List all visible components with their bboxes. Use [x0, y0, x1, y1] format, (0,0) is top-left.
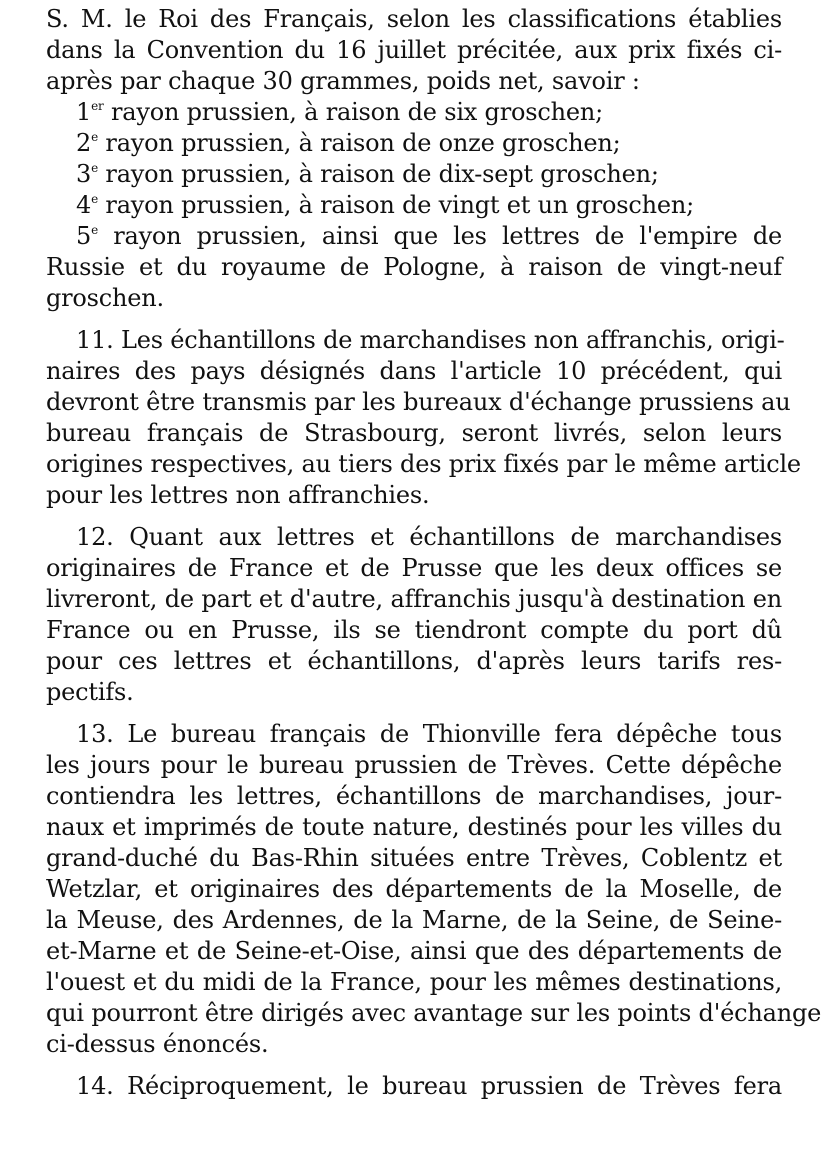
paragraph-gap — [46, 511, 782, 522]
rayon-text: rayon prussien, à raison de six groschen; — [110, 98, 604, 126]
rayon-text: rayon prussien, à raison de dix-sept groschen; — [105, 160, 659, 188]
rayon-item — [46, 128, 782, 159]
rayon-ordinal: e — [91, 223, 98, 237]
text-line: ci-dessus énoncés. — [46, 1030, 269, 1058]
text-line: S. M. le Roi des Français, selon les classifications établies — [46, 5, 782, 33]
text-line: 13. Le bureau français de Thionville fera dépêche tous — [76, 720, 782, 748]
text-line: Russie et du royaume de Pologne, à raison de vingt-neuf — [46, 253, 782, 281]
rayon-ordinal: e — [91, 130, 98, 144]
intro-paragraph — [46, 4, 782, 97]
paragraph-gap — [46, 314, 782, 325]
text-line: France ou en Prusse, ils se tiendront compte du port dû — [46, 616, 782, 644]
document-page — [46, 4, 822, 1102]
rayon-text: rayon prussien, ainsi que les lettres de l'empire de — [113, 222, 782, 250]
article-12 — [46, 522, 782, 708]
text-line: origines respectives, au tiers des prix fixés par le même article — [46, 450, 801, 478]
rayon-number: 5 — [76, 222, 92, 250]
text-line: dans la Convention du 16 juillet précitée, aux prix fixés ci- — [46, 36, 782, 64]
text-line: pour ces lettres et échantillons, d'après leurs tarifs res- — [46, 647, 782, 675]
text-line: devront être transmis par les bureaux d'échange prussiens au — [46, 388, 791, 416]
rayon-ordinal: e — [91, 161, 98, 175]
rayon-ordinal: er — [91, 99, 104, 113]
rayon-text: rayon prussien, à raison de vingt et un groschen; — [105, 191, 695, 219]
text-line: la Meuse, des Ardennes, de la Marne, de la Seine, de Seine- — [46, 906, 782, 934]
text-line: naux et imprimés de toute nature, destinés pour les villes du — [46, 813, 782, 841]
text-line: et-Marne et de Seine-et-Oise, ainsi que des départements de — [46, 937, 782, 965]
text-line: naires des pays désignés dans l'article 10 précédent, qui — [46, 357, 782, 385]
text-line: l'ouest et du midi de la France, pour les mêmes destinations, — [46, 968, 782, 996]
rayon-number: 4 — [76, 191, 92, 219]
text-line: originaires de France et de Prusse que les deux offices se — [46, 554, 782, 582]
text-line: qui pourront être dirigés avec avantage sur les points d'échange — [46, 999, 822, 1027]
text-line: contiendra les lettres, échantillons de marchandises, jour- — [46, 782, 782, 810]
text-line: les jours pour le bureau prussien de Trèves. Cette dépêche — [46, 751, 782, 779]
article-13 — [46, 719, 822, 1060]
rayon-text: rayon prussien, à raison de onze groschen; — [105, 129, 621, 157]
text-line: groschen. — [46, 284, 164, 312]
rayon-number: 3 — [76, 160, 92, 188]
rayon-item — [46, 159, 782, 190]
text-line: pectifs. — [46, 678, 134, 706]
article-11 — [46, 325, 801, 511]
text-line: 14. Réciproquement, le bureau prussien de Trèves fera — [76, 1072, 782, 1100]
rayon-number: 2 — [76, 129, 92, 157]
text-line: pour les lettres non affranchies. — [46, 481, 430, 509]
rayon-item — [46, 190, 782, 221]
text-line: Wetzlar, et originaires des départements de la Moselle, de — [46, 875, 782, 903]
text-line: grand-duché du Bas-Rhin situées entre Trèves, Coblentz et — [46, 844, 782, 872]
paragraph-gap — [46, 1060, 782, 1071]
rayon-number: 1 — [76, 98, 92, 126]
rayon-item — [46, 221, 782, 252]
text-line: 12. Quant aux lettres et échantillons de marchandises — [76, 523, 782, 551]
rayon-ordinal: e — [91, 192, 98, 206]
text-line: 11. Les échantillons de marchandises non affranchis, origi- — [76, 326, 785, 354]
rayon-item — [46, 97, 782, 128]
paragraph-gap — [46, 708, 782, 719]
text-line: bureau français de Strasbourg, seront livrés, selon leurs — [46, 419, 782, 447]
article-14 — [46, 1071, 782, 1102]
rayon-list — [46, 97, 782, 314]
text-line: livreront, de part et d'autre, affranchis jusqu'à destination en — [46, 585, 782, 613]
text-line: après par chaque 30 grammes, poids net, savoir : — [46, 67, 640, 95]
